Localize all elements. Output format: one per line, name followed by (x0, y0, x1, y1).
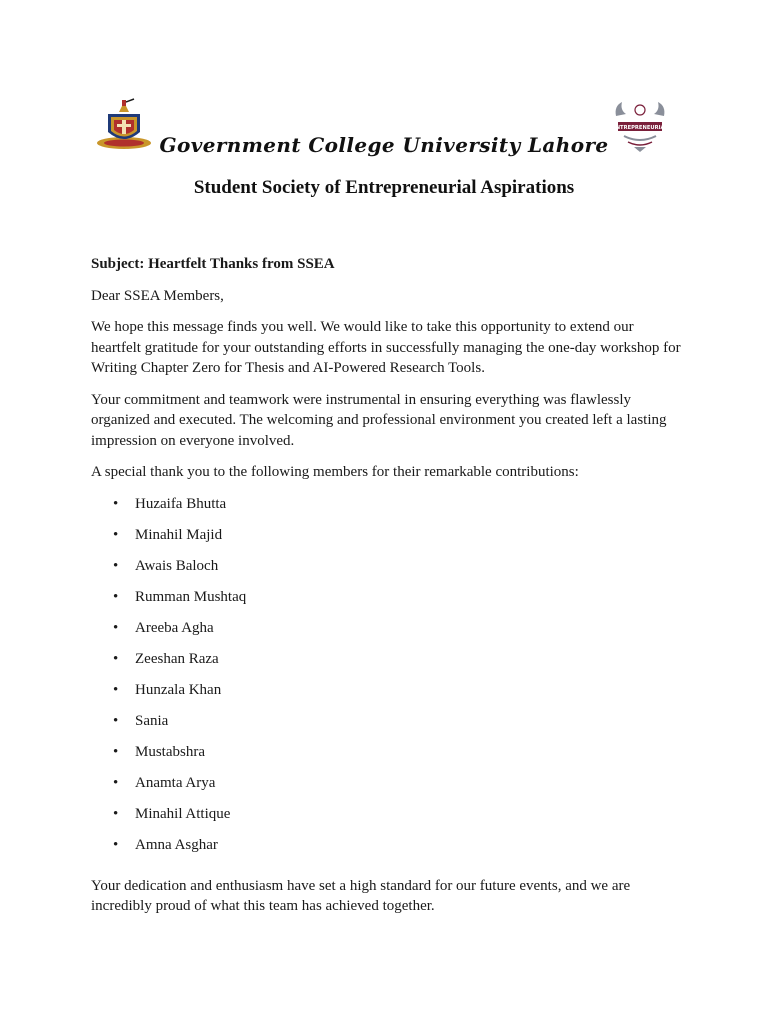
member-name: Awais Baloch (135, 557, 219, 574)
bullet-icon: • (113, 526, 119, 543)
member-name: Amna Asghar (135, 836, 218, 853)
member-name: Sania (135, 712, 169, 729)
bullet-icon: • (113, 743, 119, 760)
bullet-icon: • (113, 557, 119, 574)
emblem-text: ENTREPRENEURIAL (612, 125, 668, 131)
list-item (91, 494, 681, 525)
member-list (91, 494, 681, 866)
bullet-icon: • (113, 836, 119, 853)
bullet-icon: • (113, 774, 119, 791)
list-item (91, 587, 681, 618)
list-item (91, 525, 681, 556)
bullet-icon: • (113, 495, 119, 512)
bullet-icon: • (113, 619, 119, 636)
list-item (91, 618, 681, 649)
list-item (91, 649, 681, 680)
university-title: Government College University Lahore (159, 133, 609, 157)
bullet-icon: • (113, 588, 119, 605)
list-item (91, 804, 681, 835)
list-item (91, 711, 681, 742)
paragraph-teamwork: Your commitment and teamwork were instrumental in ensuring everything was flawlessly organized and executed. The welcoming and professional environment you created left a lasting impression on everyone involved. (91, 391, 667, 449)
bullet-icon: • (113, 805, 119, 822)
bullet-icon: • (113, 712, 119, 729)
bullet-icon: • (113, 681, 119, 698)
list-item (91, 556, 681, 587)
paragraph-closing: Your dedication and enthusiasm have set a high standard for our future events, and we are incredibly proud of what this team has achieved together. (91, 877, 631, 914)
member-name: Minahil Attique (135, 805, 231, 822)
member-name: Mustabshra (135, 743, 205, 760)
list-item (91, 680, 681, 711)
salutation: Dear SSEA Members, (91, 287, 224, 304)
member-name: Rumman Mushtaq (135, 588, 247, 605)
paragraph-intro: We hope this message finds you well. We would like to take this opportunity to extend our heartfelt gratitude for your outstanding efforts in successfully managing the one-day workshop for Writing Chapter Zero for Thesis and AI-Powered Research Tools. (91, 319, 681, 376)
member-name: Anamta Arya (135, 774, 216, 791)
member-name: Zeeshan Raza (135, 650, 219, 667)
bullet-icon: • (113, 650, 119, 667)
member-name: Huzaifa Bhutta (135, 495, 227, 512)
paragraph-thanks: A special thank you to the following members for their remarkable contributions: (91, 464, 579, 480)
list-item (91, 773, 681, 804)
member-name: Hunzala Khan (135, 681, 222, 698)
list-item (91, 742, 681, 773)
letter-body (91, 254, 681, 928)
society-title: Student Society of Entrepreneurial Aspirations (193, 177, 575, 198)
list-item (91, 835, 681, 866)
member-name: Minahil Majid (135, 526, 223, 543)
member-name: Areeba Agha (135, 619, 214, 636)
letter-subject: Subject: Heartfelt Thanks from SSEA (91, 256, 335, 272)
